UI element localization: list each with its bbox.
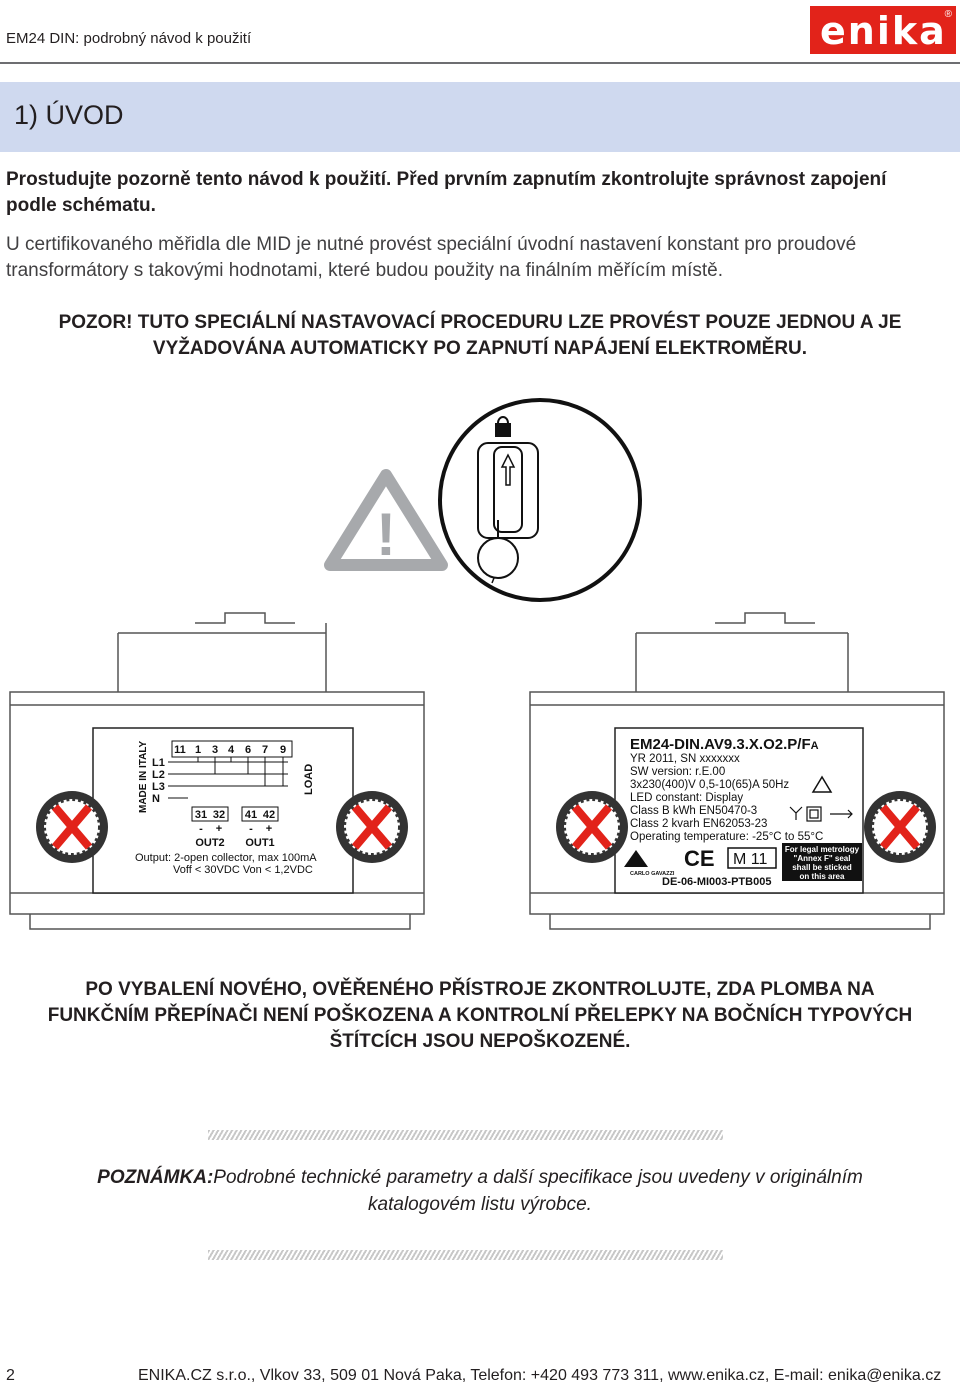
notice-line-2: FUNKČNÍM PŘEPÍNAČI NENÍ POŠKOZENA A KONTROLNÍ PŘELEPKY NA BOČNÍCH TYPOVÝCH xyxy=(47,1005,913,1026)
brand-text: CARLO GAVAZZI xyxy=(630,871,675,877)
out1-minus: - xyxy=(249,823,253,835)
note-line-2: katalogovém listu výrobce. xyxy=(368,1194,592,1215)
out1-plus: + xyxy=(265,823,273,835)
model-suffix: A xyxy=(810,740,819,752)
seal-note-3: shall be sticked xyxy=(792,863,852,872)
left-seal-left xyxy=(36,791,108,863)
intro-bold-line-1: Prostudujte pozorně tento návod k použití. Před prvním zapnutím zkontrolujte správnost zapojení xyxy=(6,169,887,190)
logo-wordmark: enika xyxy=(820,9,947,53)
spec-class-kwh: Class B kWh EN50470-3 xyxy=(630,805,758,817)
output-spec-line-1: Output: 2-open collector, max 100mA xyxy=(135,852,317,864)
warning-paragraph xyxy=(0,310,960,362)
terminal-32: 32 xyxy=(212,809,226,821)
intro-line-2: transformátory s takovými hodnotami, které budou použity na finálním měřícím místě. xyxy=(6,260,724,281)
notice-line-1: PO VYBALENÍ NOVÉHO, OVĚŘENÉHO PŘÍSTROJE ZKONTROLUJTE, ZDA PLOMBA NA xyxy=(85,979,875,1000)
switch-detail-circle xyxy=(440,400,640,600)
hatch-divider-bottom xyxy=(208,1250,723,1260)
intro-paragraph xyxy=(6,232,960,284)
logo-registered-mark: ® xyxy=(944,9,952,20)
line-l3: L3 xyxy=(152,781,165,793)
out1-label: OUT1 xyxy=(245,837,275,849)
section-title: 1) ÚVOD xyxy=(14,100,124,130)
made-in-italy-text: MADE IN ITALY xyxy=(138,740,149,813)
model-code: EM24-DIN.AV9.3.X.O2.P/F xyxy=(630,736,811,753)
notice-line-3: ŠTÍTCÍCH JSOU NEPOŠKOZENÉ. xyxy=(329,1031,631,1052)
intro-bold-line-2: podle schématu. xyxy=(6,195,156,216)
note-line-1: Podrobné technické parametry a další specifikace jsou uvedeny v originálním xyxy=(213,1167,863,1188)
warning-line-1: POZOR! TUTO SPECIÁLNÍ NASTAVOVACÍ PROCEDURU LZE PROVÉST POUZE JEDNOU A JE xyxy=(58,312,902,333)
warning-line-2: VYŽADOVÁNA AUTOMATICKY PO ZAPNUTÍ NAPÁJENÍ ELEKTROMĚRU. xyxy=(152,338,808,359)
section-heading-bar xyxy=(0,82,960,152)
spec-class-kvarh: Class 2 kvarh EN62053-23 xyxy=(630,818,768,830)
page-number: 2 xyxy=(6,1367,15,1384)
right-seal-left xyxy=(556,791,628,863)
out2-label: OUT2 xyxy=(195,837,225,849)
spec-year-serial: YR 2011, SN xxxxxxx xyxy=(630,753,740,765)
terminal-7: 7 xyxy=(261,744,269,756)
warning-exclamation: ! xyxy=(376,501,396,568)
meter-drawing xyxy=(0,395,960,955)
unpacking-notice xyxy=(0,977,960,1055)
terminal-41: 41 xyxy=(244,809,258,821)
intro-bold-paragraph xyxy=(6,167,960,219)
terminal-4: 4 xyxy=(227,744,235,756)
terminal-9: 9 xyxy=(279,744,287,756)
line-l2: L2 xyxy=(152,769,165,781)
header-divider xyxy=(0,62,960,64)
spec-sw-version: SW version: r.E.00 xyxy=(630,766,726,778)
out2-plus: + xyxy=(215,823,223,835)
seal-note-1: For legal metrology xyxy=(784,845,860,854)
terminal-11: 11 xyxy=(174,744,186,756)
left-seal-right xyxy=(336,791,408,863)
left-meter xyxy=(10,613,424,929)
output-spec-line-2: Voff < 30VDC Von < 1,2VDC xyxy=(173,864,313,876)
footer-company-info: ENIKA.CZ s.r.o., Vlkov 33, 509 01 Nová Paka, Telefon: +420 493 773 311, www.enika.cz, E-mail: enika@enika.cz xyxy=(138,1367,942,1384)
terminal-1: 1 xyxy=(194,744,202,756)
svg-text:EM24-DIN.AV9.3.X.O2.P/FA xyxy=(630,736,819,753)
terminal-42: 42 xyxy=(262,809,276,821)
seal-note-4: on this area xyxy=(799,872,845,881)
document-title: EM24 DIN: podrobný návod k použití xyxy=(6,30,252,47)
spec-led-constant: LED constant: Display xyxy=(630,792,744,804)
note-paragraph xyxy=(0,1164,960,1218)
certificate-number: DE-06-MI003-PTB005 xyxy=(662,876,772,888)
spec-rating: 3x230(400)V 0,5-10(65)A 50Hz xyxy=(630,779,790,791)
terminal-31: 31 xyxy=(194,809,208,821)
spec-operating-temp: Operating temperature: -25°C to 55°C xyxy=(630,831,824,843)
meter-illustration xyxy=(0,395,960,955)
terminal-3: 3 xyxy=(211,744,219,756)
enika-logo xyxy=(810,6,956,54)
right-seal-right xyxy=(864,791,936,863)
note-label: POZNÁMKA: xyxy=(97,1167,214,1188)
hatch-divider-top xyxy=(208,1130,723,1140)
ce-mark: CE xyxy=(684,846,715,871)
warning-triangle-icon xyxy=(330,475,442,568)
terminal-6: 6 xyxy=(244,744,252,756)
intro-line-1: U certifikovaného měřidla dle MID je nutné provést speciální úvodní nastavení konstant pro proudové xyxy=(6,234,857,255)
metrology-mark: M 11 xyxy=(733,851,768,868)
out2-minus: - xyxy=(199,823,203,835)
line-n: N xyxy=(152,793,160,805)
padlock-icon xyxy=(495,423,511,437)
line-l1: L1 xyxy=(152,757,165,769)
load-text: LOAD xyxy=(303,763,315,795)
seal-ball-icon xyxy=(478,538,518,578)
seal-note-2: "Annex F" seal xyxy=(793,854,851,863)
